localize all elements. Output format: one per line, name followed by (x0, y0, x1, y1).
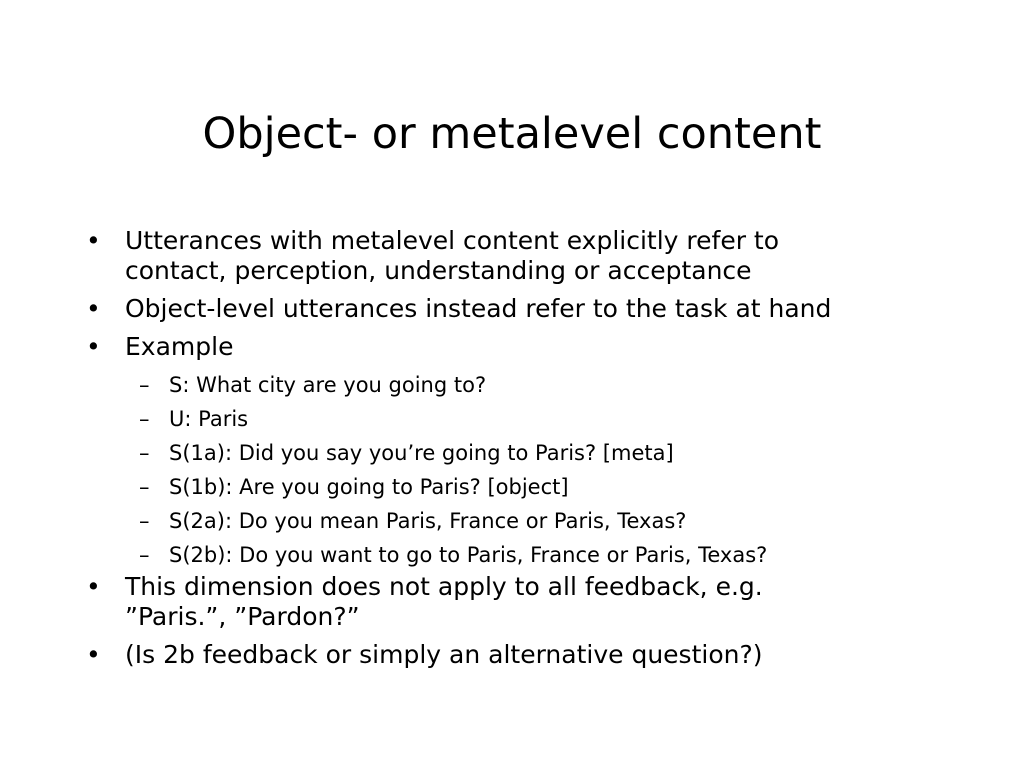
dash-icon: – (139, 475, 150, 499)
bullet-item (86, 572, 986, 632)
sub-item (125, 538, 986, 572)
bullet-item (86, 294, 986, 324)
bullet-icon: • (86, 572, 101, 601)
sub-item-text: S(1a): Did you say you’re going to Paris? [meta] (169, 441, 674, 465)
bullet-item (86, 332, 986, 572)
sub-item (125, 368, 986, 402)
bullet-list (86, 226, 986, 678)
bullet-text-line: Utterances with metalevel content explicitly refer to (125, 226, 780, 255)
slide-title: Object- or metalevel content (202, 109, 822, 159)
sub-list (125, 368, 986, 572)
dash-icon: – (139, 543, 150, 567)
sub-item (125, 470, 986, 504)
dash-icon: – (139, 509, 150, 533)
sub-item (125, 402, 986, 436)
bullet-item (86, 640, 986, 670)
sub-item-text: S: What city are you going to? (169, 373, 487, 397)
sub-item-text: U: Paris (169, 407, 249, 431)
bullet-text-line: (Is 2b feedback or simply an alternative question?) (125, 640, 763, 669)
sub-item-text: S(2a): Do you mean Paris, France or Paris, Texas? (169, 509, 687, 533)
dash-icon: – (139, 373, 150, 397)
bullet-text-line: ”Paris.”, ”Pardon?” (125, 602, 360, 631)
sub-item (125, 504, 986, 538)
bullet-text-line: Example (125, 332, 234, 361)
bullet-icon: • (86, 294, 101, 323)
bullet-icon: • (86, 332, 101, 361)
bullet-text-line: contact, perception, understanding or acceptance (125, 256, 752, 285)
dash-icon: – (139, 441, 150, 465)
bullet-text-line: This dimension does not apply to all feedback, e.g. (125, 572, 763, 601)
dash-icon: – (139, 407, 150, 431)
sub-item (125, 436, 986, 470)
sub-item-text: S(1b): Are you going to Paris? [object] (169, 475, 569, 499)
bullet-text-line: Object-level utterances instead refer to the task at hand (125, 294, 832, 323)
bullet-item (86, 226, 986, 286)
bullet-icon: • (86, 640, 101, 669)
bullet-icon: • (86, 226, 101, 255)
sub-item-text: S(2b): Do you want to go to Paris, France or Paris, Texas? (169, 543, 768, 567)
